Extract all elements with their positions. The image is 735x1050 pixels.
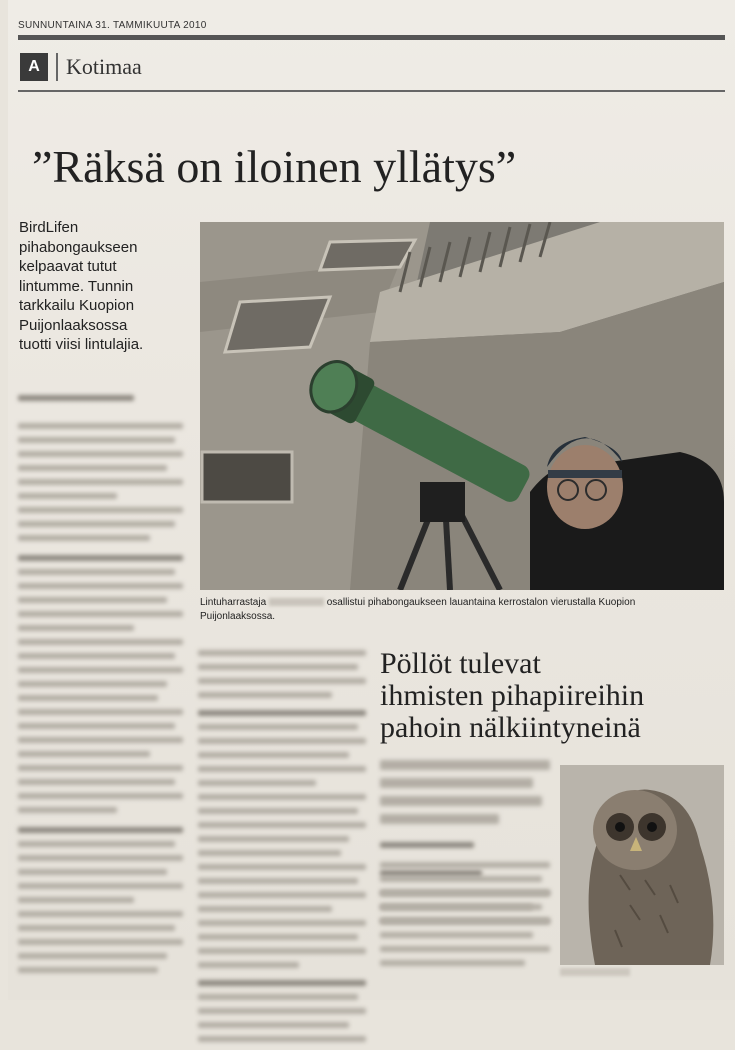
second-headline-line: ihmisten pihapiireihin — [380, 679, 645, 712]
lede-line: tarkkailu Kuopion — [19, 297, 135, 314]
caption-end: osallistui pihabongaukseen lauantaina kerrostalon vierustalla Kuopion — [326, 597, 636, 608]
owl-caption-redacted — [560, 968, 630, 976]
caption-redacted-name — [269, 598, 324, 606]
section-name: Kotimaa — [66, 54, 142, 79]
second-headline-line: Pöllöt tulevat — [380, 647, 541, 680]
lede-line: pihabongaukseen — [19, 238, 138, 256]
top-rule — [18, 35, 725, 40]
birdwatcher-illustration — [200, 222, 724, 590]
blurred-second-body — [380, 870, 550, 974]
second-headline-line: pahoin nälkiintyneinä — [380, 711, 641, 744]
owl-illustration — [560, 765, 724, 965]
section-letter-badge: A — [20, 53, 48, 81]
article-lede — [19, 218, 194, 355]
blurred-body-column-2 — [198, 650, 366, 1050]
lede-line: BirdLifen — [19, 219, 79, 236]
lede-line: Puijonlaaksossa — [19, 316, 128, 334]
blurred-body-column-1 — [18, 395, 183, 981]
caption-start: Lintuharrastaja — [200, 597, 267, 608]
newspaper-page — [8, 0, 735, 1000]
lede-line: lintumme. Tunnin — [19, 277, 134, 295]
owl-photo — [560, 765, 724, 965]
section-rule — [18, 90, 725, 92]
issue-date: SUNNUNTAINA 31. TAMMIKUUTA 2010 — [18, 20, 207, 31]
photo-caption — [200, 596, 730, 624]
lede-line: tuotti viisi lintulajia. — [19, 336, 144, 353]
section-divider — [56, 53, 58, 81]
lede-line: kelpaavat tutut — [19, 258, 117, 275]
second-headline — [380, 648, 720, 744]
article-headline: ”Räksä on iloinen yllätys” — [32, 141, 517, 192]
caption-line2: Puijonlaaksossa. — [200, 611, 276, 622]
birdwatcher-photo — [200, 222, 724, 590]
